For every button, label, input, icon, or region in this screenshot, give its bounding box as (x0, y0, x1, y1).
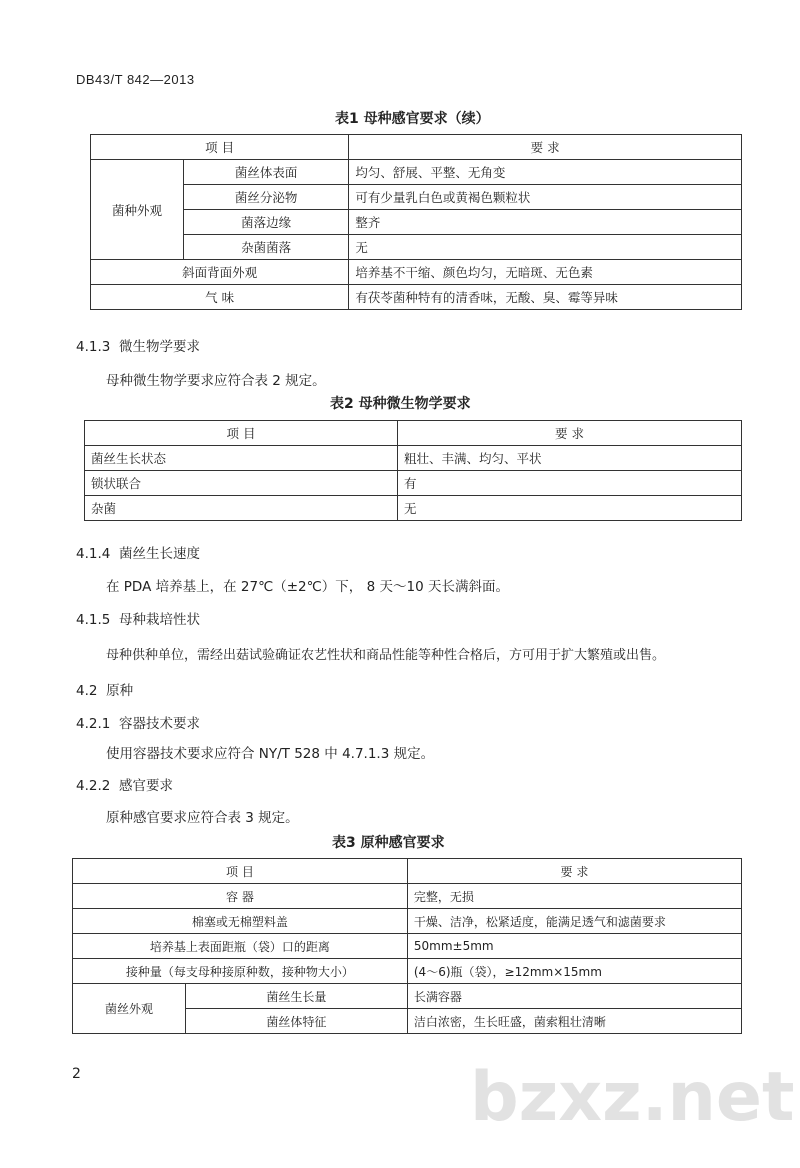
table1-head-item: 项 目 (91, 135, 349, 160)
page-number: 2 (72, 1066, 81, 1082)
doc-code: DB43/T 842—2013 (76, 72, 195, 87)
table1-cell: 气 味 (91, 285, 349, 310)
table2-cell: 粗壮、丰满、均匀、平状 (398, 446, 742, 471)
section-title: 容器技术要求 (118, 716, 200, 732)
table-row (73, 984, 742, 1009)
table1-caption: 表1 母种感官要求（续） (335, 111, 490, 127)
section-title: 菌丝生长速度 (118, 546, 200, 562)
table-row (73, 934, 742, 959)
table3-cell: 50mm±5mm (407, 934, 741, 959)
table1-group-label: 菌种外观 (91, 160, 184, 260)
table-row (85, 421, 742, 446)
table3-cell: 棉塞或无棉塑料盖 (73, 909, 408, 934)
section-number: 4.2.2 (76, 778, 111, 794)
table2-head-item: 项 目 (85, 421, 398, 446)
table-row (85, 471, 742, 496)
table3-group-label: 菌丝外观 (73, 984, 186, 1034)
table3-cell: 容 器 (73, 884, 408, 909)
section-number: 4.1.3 (76, 339, 111, 355)
table3-head-item: 项 目 (73, 859, 408, 884)
table1-cell: 无 (349, 235, 742, 260)
table-row (91, 260, 742, 285)
section-number: 4.1.4 (76, 546, 111, 562)
section-number: 4.2.1 (76, 716, 111, 732)
table3-head-req: 要 求 (407, 859, 741, 884)
section-4-2-2 (76, 774, 173, 794)
table-row (73, 884, 742, 909)
table3-cell: 接种量（每支母种接原种数，接种物大小） (73, 959, 408, 984)
table1 (90, 134, 742, 310)
table2-cell: 杂菌 (85, 496, 398, 521)
table-row (85, 496, 742, 521)
footer-watermark: bzxz.net (470, 1058, 795, 1137)
table1-cell: 均匀、舒展、平整、无角变 (349, 160, 742, 185)
section-title: 原种 (106, 683, 134, 699)
table1-cell: 菌丝体表面 (184, 160, 349, 185)
table-row (73, 959, 742, 984)
table1-cell: 培养基不干缩、颜色均匀，无暗斑、无色素 (349, 260, 742, 285)
table2-head-req: 要 求 (398, 421, 742, 446)
section-4-2-1-text: 使用容器技术要求应符合 NY/T 528 中 4.7.1.3 规定。 (106, 746, 435, 762)
table2-cell: 锁状联合 (85, 471, 398, 496)
table1-cell: 菌丝分泌物 (184, 185, 349, 210)
table3-cell: 长满容器 (407, 984, 741, 1009)
table3-cell: 菌丝体特征 (186, 1009, 408, 1034)
table-row (73, 859, 742, 884)
section-title: 母种栽培性状 (118, 612, 200, 628)
section-number: 4.1.5 (76, 612, 111, 628)
table-row (91, 235, 742, 260)
section-title: 感官要求 (118, 778, 173, 794)
table1-head-req: 要 求 (349, 135, 742, 160)
table1-cell: 有茯苓菌种特有的清香味，无酸、臭、霉等异味 (349, 285, 742, 310)
section-4-1-3-text: 母种微生物学要求应符合表 2 规定。 (106, 373, 326, 389)
table2-cell: 菌丝生长状态 (85, 446, 398, 471)
section-4-1-4-text: 在 PDA 培养基上，在 27℃（±2℃）下， 8 天～10 天长满斜面。 (106, 579, 509, 595)
table2-caption: 表2 母种微生物学要求 (330, 396, 471, 412)
table2-cell: 有 (398, 471, 742, 496)
table-row (91, 285, 742, 310)
section-4-2-2-text: 原种感官要求应符合表 3 规定。 (106, 810, 299, 826)
table3-cell: (4～6)瓶（袋），≥12mm×15mm (407, 959, 741, 984)
table3-cell: 干燥、洁净，松紧适度，能满足透气和滤菌要求 (407, 909, 741, 934)
section-4-1-3 (76, 335, 200, 355)
section-4-1-5 (76, 608, 200, 628)
section-number: 4.2 (76, 683, 98, 699)
table3-cell: 完整，无损 (407, 884, 741, 909)
section-4-1-4 (76, 542, 200, 562)
table1-cell: 可有少量乳白色或黄褐色颗粒状 (349, 185, 742, 210)
table3-caption: 表3 原种感官要求 (332, 835, 445, 851)
section-4-2 (76, 679, 133, 699)
table-row (73, 909, 742, 934)
table3-cell: 培养基上表面距瓶（袋）口的距离 (73, 934, 408, 959)
table1-cell: 整齐 (349, 210, 742, 235)
table1-cell: 菌落边缘 (184, 210, 349, 235)
table-row (85, 446, 742, 471)
table-row (91, 160, 742, 185)
section-4-2-1 (76, 712, 200, 732)
section-title: 微生物学要求 (118, 339, 200, 355)
table3-cell: 菌丝生长量 (186, 984, 408, 1009)
table3-cell: 洁白浓密，生长旺盛，菌索粗壮清晰 (407, 1009, 741, 1034)
table2 (84, 420, 742, 521)
section-4-1-5-text: 母种供种单位，需经出菇试验确证农艺性状和商品性能等种性合格后，方可用于扩大繁殖或出售。 (106, 648, 666, 663)
table-row (91, 185, 742, 210)
table1-cell: 杂菌菌落 (184, 235, 349, 260)
table2-cell: 无 (398, 496, 742, 521)
table1-cell: 斜面背面外观 (91, 260, 349, 285)
table-row (91, 135, 742, 160)
table3 (72, 858, 742, 1034)
table-row (91, 210, 742, 235)
